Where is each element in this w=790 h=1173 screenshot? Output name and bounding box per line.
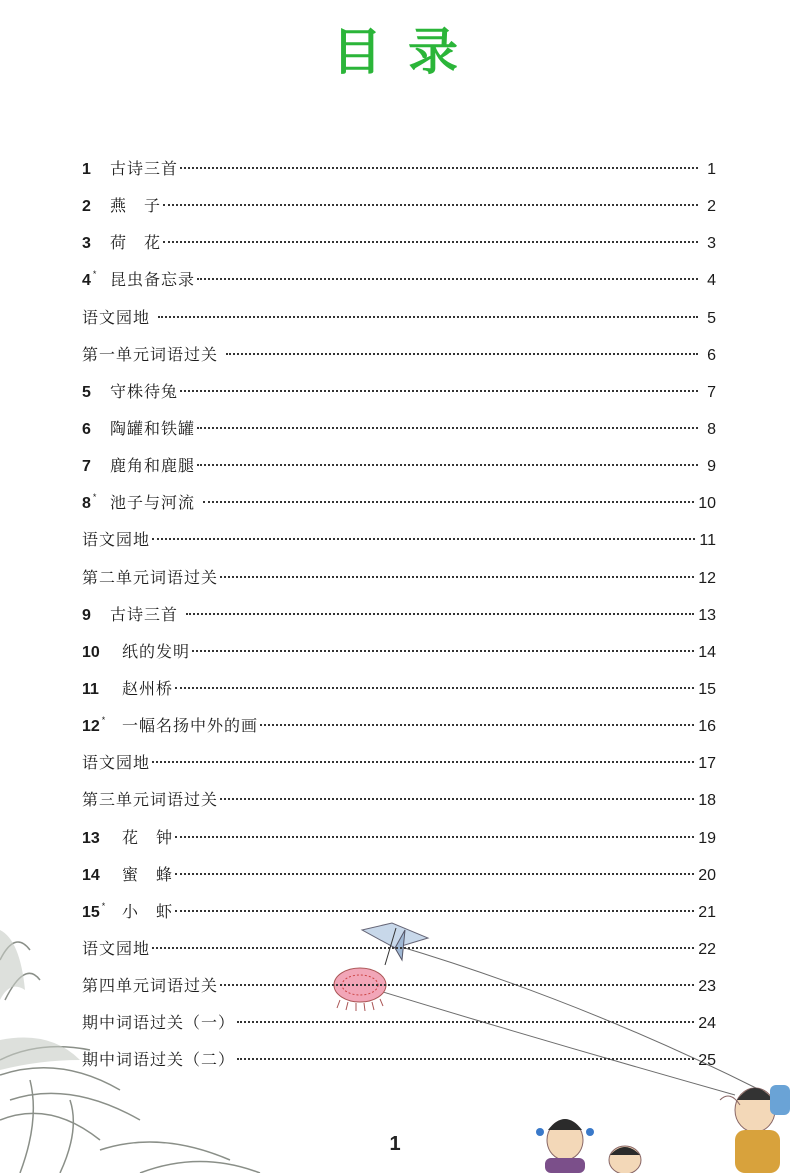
table-of-contents [82, 150, 716, 1079]
toc-entry-leader-dots [260, 724, 694, 726]
toc-entry-title: 期中词语过关（二） [82, 1050, 236, 1070]
toc-entry-page: 3 [707, 235, 716, 253]
toc-entry-title: 第三单元词语过关 [82, 790, 219, 810]
toc-entry-number-text: 15 [82, 903, 100, 921]
toc-entry-title: 期中词语过关（一） [82, 1013, 236, 1033]
toc-entry-page: 4 [707, 272, 716, 290]
toc-entry-leader-dots [152, 947, 694, 949]
toc-entry[interactable] [82, 596, 716, 633]
toc-entry-star-marker: * [101, 900, 106, 911]
toc-entry-title: 陶罐和铁罐 [110, 418, 196, 438]
toc-entry-number [82, 374, 110, 411]
toc-entry-leader-dots [158, 316, 698, 318]
toc-entry-title: 小 虾 [122, 901, 174, 921]
toc-entry[interactable] [82, 484, 716, 521]
toc-entry-page: 10 [698, 495, 716, 513]
toc-entry-leader-dots [197, 278, 698, 280]
toc-entry-number-text: 6 [82, 420, 91, 438]
toc-entry-number-text: 1 [82, 161, 91, 178]
toc-entry-leader-dots [163, 204, 698, 206]
toc-entry-leader-dots [203, 501, 694, 503]
page-number: 1 [389, 1133, 401, 1155]
toc-entry-page: 6 [707, 346, 716, 364]
toc-entry-number [82, 151, 110, 188]
toc-entry-title: 语文园地 [82, 307, 157, 327]
toc-entry-title: 燕 子 [110, 196, 162, 216]
toc-entry-leader-dots [197, 464, 698, 466]
toc-entry-title: 昆虫备忘录 [110, 270, 196, 290]
toc-entry-title: 第二单元词语过关 [82, 567, 219, 587]
toc-entry-title: 花 钟 [122, 827, 174, 847]
toc-entry[interactable] [82, 1004, 716, 1041]
toc-entry[interactable] [82, 447, 716, 484]
toc-entry-title: 第四单元词语过关 [82, 976, 219, 996]
toc-entry[interactable] [82, 410, 716, 447]
toc-entry-leader-dots [237, 1021, 694, 1023]
toc-entry-title: 赵州桥 [122, 678, 174, 698]
toc-entry-leader-dots [180, 167, 698, 169]
toc-entry-leader-dots [180, 390, 698, 392]
toc-entry-page: 2 [707, 198, 716, 216]
toc-entry-number [82, 411, 110, 448]
toc-entry-title: 古诗三首 [110, 604, 185, 624]
toc-entry-title: 守株待兔 [110, 381, 179, 401]
toc-entry-number-text: 7 [82, 458, 91, 476]
toc-entry-number-text: 13 [82, 829, 100, 847]
toc-entry-leader-dots [152, 538, 695, 540]
toc-entry-title: 蜜 蜂 [122, 864, 174, 884]
toc-entry-number [82, 634, 122, 671]
toc-entry-page: 1 [707, 161, 716, 178]
toc-entry-title: 一幅名扬中外的画 [122, 716, 259, 736]
toc-entry-leader-dots [237, 1058, 694, 1060]
toc-entry[interactable] [82, 744, 716, 781]
toc-entry-number [82, 485, 110, 522]
toc-entry-leader-dots [175, 873, 694, 875]
toc-entry-page: 8 [707, 420, 716, 438]
toc-entry-number-text: 4 [82, 272, 91, 290]
toc-entry[interactable] [82, 521, 716, 558]
toc-entry[interactable] [82, 559, 716, 596]
toc-entry-leader-dots [197, 427, 698, 429]
toc-entry-title: 鹿角和鹿腿 [110, 456, 196, 476]
toc-entry-leader-dots [220, 984, 694, 986]
toc-entry-number [82, 894, 122, 931]
toc-entry-page: 11 [699, 532, 716, 550]
toc-entry-leader-dots [163, 241, 698, 243]
toc-entry[interactable] [82, 856, 716, 893]
toc-entry-number-text: 14 [82, 866, 100, 884]
toc-entry-number [82, 597, 110, 634]
toc-entry-page: 19 [698, 829, 716, 847]
toc-entry[interactable] [82, 930, 716, 967]
toc-entry-number [82, 820, 122, 857]
toc-entry-page: 7 [707, 383, 716, 401]
toc-entry-page: 16 [698, 718, 716, 736]
toc-entry-number [82, 188, 110, 225]
toc-entry[interactable] [82, 670, 716, 707]
toc-entry[interactable] [82, 893, 716, 930]
toc-entry[interactable] [82, 150, 716, 187]
toc-entry-number-text: 8 [82, 495, 91, 513]
toc-entry-number [82, 708, 122, 745]
toc-entry-page: 17 [698, 755, 716, 773]
toc-entry-number-text: 2 [82, 198, 91, 216]
toc-entry-star-marker: * [101, 715, 106, 726]
toc-entry[interactable] [82, 819, 716, 856]
page-title: 目录 [332, 23, 484, 81]
toc-entry[interactable] [82, 781, 716, 818]
toc-entry-page: 23 [698, 978, 716, 996]
toc-entry-leader-dots [220, 798, 694, 800]
toc-entry-number-text: 11 [82, 680, 99, 698]
toc-entry-leader-dots [192, 650, 694, 652]
toc-entry[interactable] [82, 1041, 716, 1078]
toc-entry-leader-dots [220, 576, 694, 578]
toc-entry-page: 25 [698, 1052, 716, 1070]
toc-entry-number-text: 9 [82, 606, 91, 624]
toc-entry-page: 15 [698, 680, 716, 698]
toc-entry[interactable] [82, 299, 716, 336]
toc-entry-title: 池子与河流 [110, 493, 202, 513]
toc-entry-page: 14 [698, 643, 716, 661]
toc-entry-page: 9 [707, 458, 716, 476]
toc-entry-page: 21 [698, 903, 716, 921]
toc-entry-title: 第一单元词语过关 [82, 344, 225, 364]
toc-entry[interactable] [82, 187, 716, 224]
toc-entry-star-marker: * [92, 492, 97, 503]
toc-entry-star-marker: * [92, 269, 97, 280]
toc-entry-title: 语文园地 [82, 530, 151, 550]
toc-entry-number-text: 12 [82, 718, 100, 736]
toc-entry-title: 纸的发明 [122, 641, 191, 661]
toc-entry-leader-dots [152, 761, 694, 763]
toc-entry-page: 24 [698, 1015, 716, 1033]
toc-entry-page: 5 [707, 309, 716, 327]
toc-entry-leader-dots [186, 613, 694, 615]
toc-entry-number-text: 10 [82, 643, 100, 661]
toc-entry-title: 语文园地 [82, 753, 151, 773]
toc-entry[interactable] [82, 336, 716, 373]
toc-entry-title: 古诗三首 [110, 159, 179, 178]
toc-entry-page: 22 [698, 940, 716, 958]
toc-entry-leader-dots [175, 910, 694, 912]
toc-entry[interactable] [82, 224, 716, 261]
toc-entry[interactable] [82, 373, 716, 410]
toc-entry-number-text: 3 [82, 235, 91, 253]
toc-entry-page: 13 [698, 606, 716, 624]
toc-entry[interactable] [82, 707, 716, 744]
toc-entry-page: 20 [698, 866, 716, 884]
toc-entry-leader-dots [226, 353, 698, 355]
toc-entry[interactable] [82, 633, 716, 670]
toc-entry-title: 语文园地 [82, 938, 151, 958]
toc-entry-leader-dots [175, 687, 694, 689]
toc-entry-number [82, 262, 110, 299]
toc-entry-leader-dots [175, 836, 694, 838]
toc-entry-page: 12 [698, 569, 716, 587]
children-icon [536, 1085, 790, 1173]
toc-entry[interactable] [82, 261, 716, 298]
toc-entry-page: 18 [698, 792, 716, 810]
toc-entry-title: 荷 花 [110, 233, 162, 253]
toc-entry[interactable] [82, 967, 716, 1004]
toc-entry-number-text: 5 [82, 383, 91, 401]
